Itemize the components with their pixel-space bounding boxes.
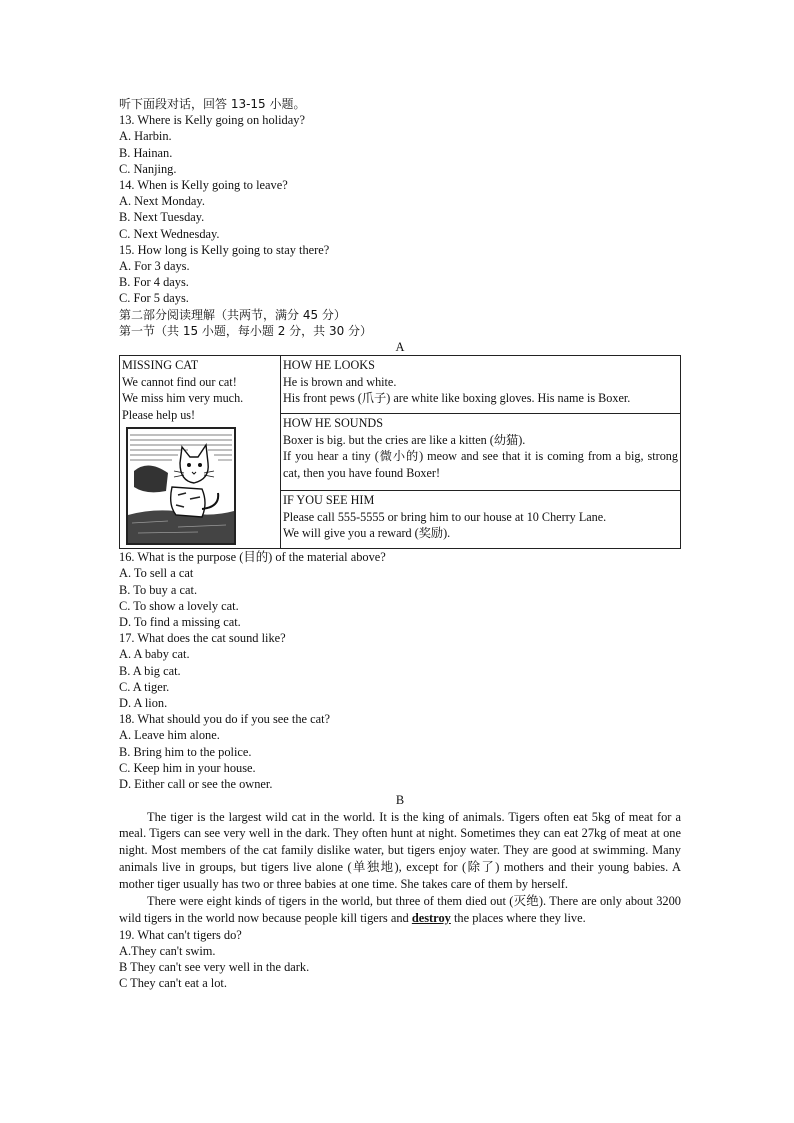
passage-b-label: B [395, 793, 405, 808]
passage-b-paragraph-1: The tiger is the largest wild cat in the world. It is the king of animals. Tigers often eat 5kg of meat for a meal. Tigers can see very well in the dark. They often hunt at night. Sometimes they can eat 27kg of meat at one night. Most members of the cat family dislike water, but tigers enjoy water. They are good at swimming. Many animals live in groups, but tigers live alone (单独地), except for (除了) mothers and their young babies. A mother tiger usually has two or three babies at one time. She takes care of them by herself. [119, 809, 681, 892]
question-17: 17. What does the cat sound like? [119, 631, 286, 646]
option: B. Bring him to the police. [119, 744, 252, 759]
question-14: 14. When is Kelly going to leave? [119, 178, 288, 193]
looks-line: His front pews (爪子) are white like boxing gloves. His name is Boxer. [283, 391, 631, 406]
question-13: 13. Where is Kelly going on holiday? [119, 113, 305, 128]
keyword-destroy: destroy [411, 910, 451, 925]
option: C. To show a lovely cat. [119, 598, 239, 613]
how-he-looks-cell [281, 356, 681, 414]
option: B They can't see very well in the dark. [119, 960, 310, 975]
question-19: 19. What can't tigers do? [119, 927, 242, 942]
notice-line: Please help us! [122, 407, 196, 422]
question-16: 16. What is the purpose (目的) of the material above? [119, 550, 386, 565]
if-you-see-him-cell [281, 491, 681, 549]
option: B. For 4 days. [119, 275, 189, 290]
see-heading: IF YOU SEE HIM [283, 493, 375, 507]
see-line: Please call 555-5555 or bring him to our house at 10 Cherry Lane. [283, 509, 607, 524]
option: D. Either call or see the owner. [119, 777, 273, 792]
notice-left-cell [120, 356, 281, 549]
option: A. For 3 days. [119, 259, 190, 274]
see-line: We will give you a reward (奖励). [283, 526, 451, 540]
part2-title: 第二部分阅读理解（共两节，满分 45 分） [119, 307, 346, 322]
option: A. To sell a cat [119, 566, 194, 581]
option: B. To buy a cat. [119, 582, 198, 597]
notice-title: MISSING CAT [122, 358, 199, 373]
option: C. For 5 days. [119, 291, 189, 306]
option: A. A baby cat. [119, 647, 190, 662]
option: A.They can't swim. [119, 944, 216, 959]
option: A. Leave him alone. [119, 728, 220, 743]
looks-heading: HOW HE LOOKS [283, 358, 375, 373]
question-15: 15. How long is Kelly going to stay there? [119, 242, 330, 257]
option: B. Hainan. [119, 145, 173, 160]
option: A. Next Monday. [119, 194, 205, 209]
sounds-heading: HOW HE SOUNDS [283, 416, 383, 431]
passage-b-paragraph-2 [119, 893, 681, 927]
exam-page [119, 96, 681, 992]
cat-drawing-icon [126, 427, 236, 545]
question-18: 18. What should you do if you see the cat? [119, 712, 331, 727]
option: C They can't eat a lot. [119, 976, 227, 991]
option: B. Next Tuesday. [119, 210, 205, 225]
option: C. Keep him in your house. [119, 760, 256, 775]
option: C. Next Wednesday. [119, 226, 220, 241]
passage-a-label: A [395, 340, 405, 355]
option: D. A lion. [119, 696, 168, 711]
section1-title: 第一节（共 15 小题，每小题 2 分，共 30 分） [119, 323, 373, 338]
sounds-line: Boxer is big. but the cries are like a kitten (幼猫). [283, 432, 526, 447]
option: D. To find a missing cat. [119, 615, 241, 630]
listening-intro: 听下面段对话，回答 13-15 小题。 [119, 97, 306, 111]
option: C. Nanjing. [119, 161, 177, 176]
notice-line: We miss him very much. [122, 391, 244, 406]
para2-text: There were eight kinds of tigers in the world, but three of them died out (灭绝). There are only about 3200 wild tigers in the world now because people kill tigers and [119, 894, 681, 925]
sounds-line: If you hear a tiny (微小的) meow and see that it is coming from a big, strong cat, then you have found Boxer! [283, 449, 678, 480]
notice-line: We cannot find our cat! [122, 374, 237, 389]
option: C. A tiger. [119, 679, 170, 694]
option: B. A big cat. [119, 663, 181, 678]
looks-line: He is brown and white. [283, 374, 397, 389]
option: A. Harbin. [119, 129, 172, 144]
para2-text: the places where they live. [450, 910, 586, 925]
how-he-sounds-cell [281, 414, 681, 491]
missing-cat-notice [119, 355, 681, 549]
